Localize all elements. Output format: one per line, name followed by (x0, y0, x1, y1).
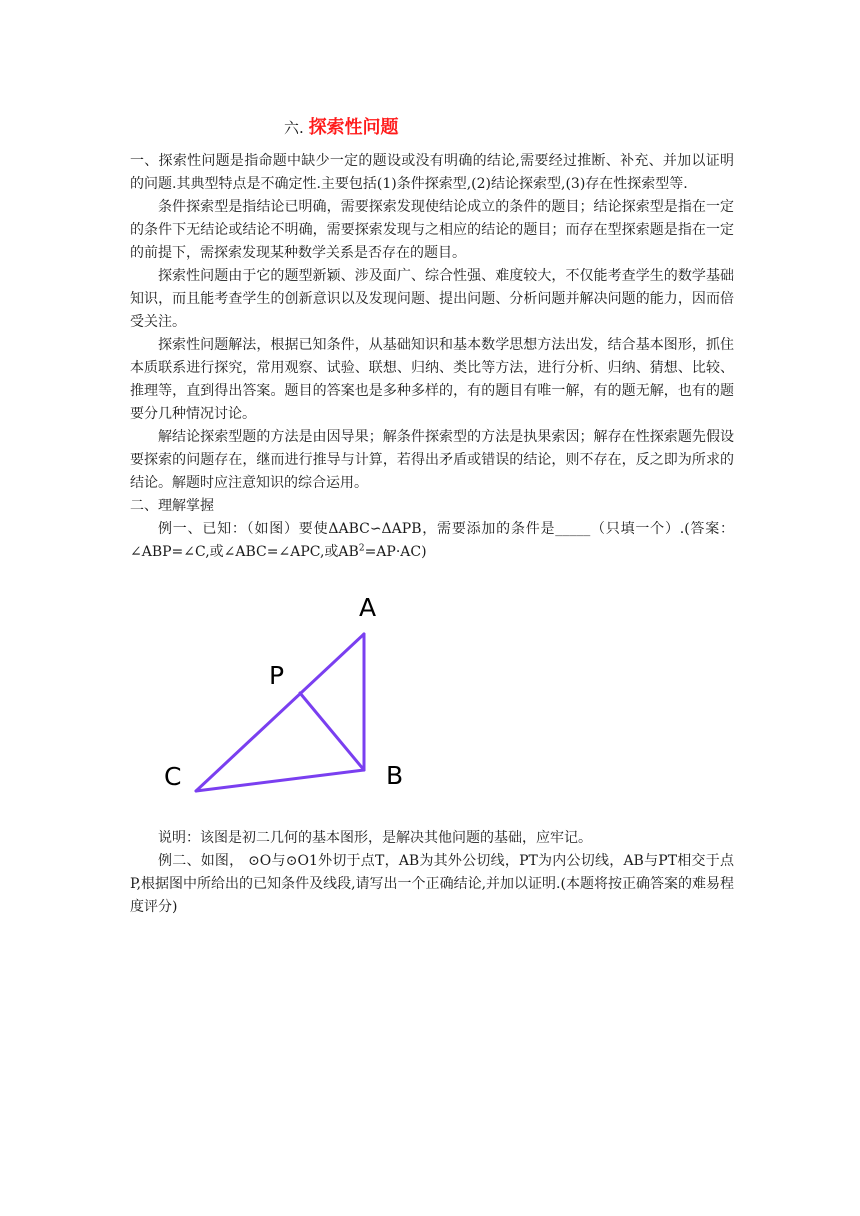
paragraph-solving: 解结论探索型题的方法是由因导果；解条件探索型的方法是执果索因；解存在性探索题先假设要探索的问题存在，继而进行推导与计算，若得出矛盾或错误的结论，则不存在，反之即为所求的结论。解题时应注意知识的综合运用。 (130, 429, 734, 491)
label-c: C (164, 762, 182, 791)
label-a: A (359, 593, 377, 622)
example-one-text: 例一、已知：（如图）要使ΔABC∽ΔAPB，需要添加的条件是_____（只填一个）.(答案：∠ABP=∠C,或∠ABC=∠APC,或AB (130, 521, 734, 560)
triangle-diagram (150, 585, 440, 810)
example-two: 例二、如图， ⊙O与⊙O1外切于点T，AB为其外公切线，PT为内公切线，AB与PT相交于点P,根据图中所给出的已知条件及线段,请写出一个正确结论,并加以证明.(本题将按正确答案的难易程度评分) (130, 853, 734, 915)
label-b: B (386, 761, 404, 790)
figure-note: 说明：该图是初二几何的基本图形，是解决其他问题的基础，应牢记。 (158, 830, 592, 846)
notes-section (130, 827, 734, 919)
example-one-superscript: 2 (358, 543, 365, 554)
paragraph-types: 条件探索型是指结论已明确，需要探索发现使结论成立的条件的题目；结论探索型是指在一定的条件下无结论或结论不明确，需要探索发现与之相应的结论的题目；而存在型探索题是指在一定的前提下，需探索发现某种数学关系是否存在的题目。 (130, 199, 734, 261)
section-heading (284, 114, 399, 142)
paragraph-importance: 探索性问题由于它的题型新颖、涉及面广、综合性强、难度较大，不仅能考查学生的数学基础知识，而且能考查学生的创新意识以及发现问题、提出问题、分析问题并解决问题的能力，因而倍受关注。 (130, 268, 734, 330)
section-two-heading: 二、理解掌握 (130, 498, 214, 514)
side-ca (196, 634, 364, 791)
paragraph-methods: 探索性问题解法，根据已知条件，从基础知识和基本数学思想方法出发，结合基本图形，抓住本质联系进行探究，常用观察、试验、联想、归纳、类比等方法，进行分析、归纳、猜想、比较、推理等，直到得出答案。题目的答案也是多种多样的，有的题目有唯一解，有的题无解，也有的题要分几种情况讨论。 (130, 337, 734, 422)
section-one (130, 150, 734, 564)
triangle-figure (150, 585, 440, 810)
label-p: P (269, 661, 285, 690)
segment-pb (300, 693, 364, 770)
paragraph-definition: 一、探索性问题是指命题中缺少一定的题设或没有明确的结论,需要经过推断、补充、并加以证明的问题.其典型特点是不确定性.主要包括(1)条件探索型,(2)结论探索型,(3)存在性探索型等. (130, 153, 734, 192)
heading-title: 探索性问题 (308, 117, 399, 138)
side-bc (196, 770, 364, 791)
heading-number: 六. (284, 119, 304, 137)
example-one-text-end: =AP·AC) (364, 544, 427, 560)
example-one (130, 518, 734, 564)
